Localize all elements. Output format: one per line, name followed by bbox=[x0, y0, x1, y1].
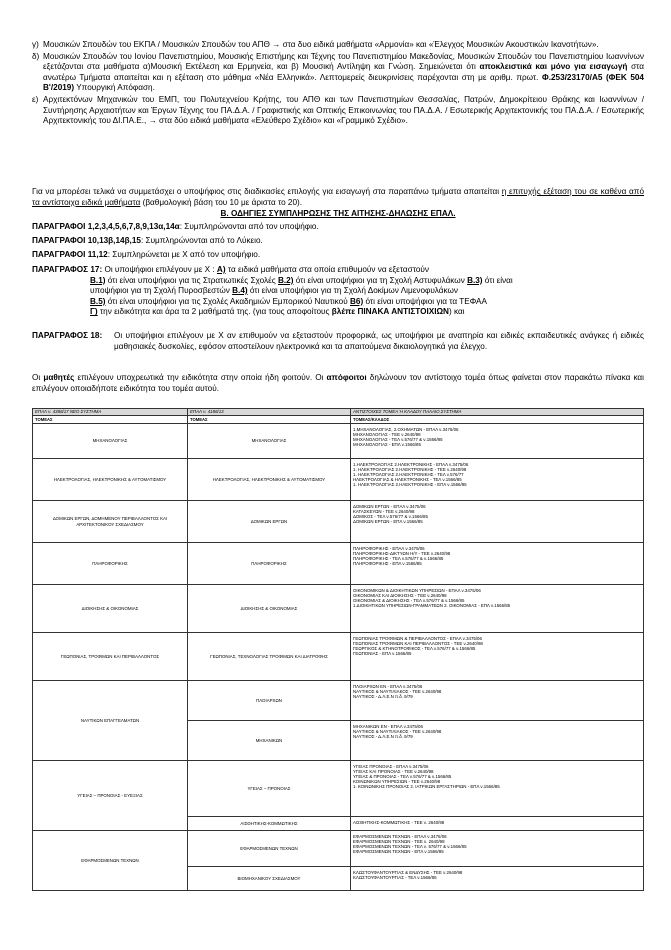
table-cell-equivalents bbox=[351, 633, 644, 681]
table-cell: ΓΕΩΠΟΝΙΑΣ, ΤΡΟΦΙΜΩΝ ΚΑΙ ΠΕΡΙΒΑΛΛΟΝΤΟΣ bbox=[33, 633, 188, 681]
paragraph-1: ΠΑΡΑΓΡΑΦΟΙ 1,2,3,4,5,6,7,8,9,13α,14α: Συμπληρώνονται από τον υποψήφιο. bbox=[32, 222, 319, 231]
list-item-text: Αρχιτεκτόνων Μηχανικών του ΕΜΠ, του Πολυτεχνείου Κρήτης, του ΑΠΘ και των Πανεπιστημίων Θεσσαλίας, Πατρών, Δημοκρίτειου Θράκης και Ιωαννίνων / Συντήρησης Αρχαιοτήτων και Έργων Τέχνης του ΠΑ.Δ.Α. / Γραφιστικής και Οπτικής Επικοινωνίας του ΠΑ.Δ.Α. / Εσωτερικής Αρχιτεκτονικής του ΠΑ.Δ.Α. / Εσωτερικής Αρχιτεκτονικής του ΔΙ.ΠΑ.Ε., → στα δύο ειδικά μαθήματα «Ελεύθερο Σχέδιο» και «Γραμμικό Σχέδιο». bbox=[43, 94, 644, 126]
equivalent-line: ΚΛΩΣΤΟΥΦΑΝΤΟΥΡΓΙΑΣ - ΤΕΛ ν.1566/85 bbox=[353, 875, 437, 881]
table-cell: ΜΗΧΑΝΙΚΩΝ bbox=[188, 721, 351, 761]
paragraph-3: ΠΑΡΑΓΡΑΦΟΙ 11,12: Συμπληρώνεται με Χ από τον υποψήφιο. bbox=[32, 250, 261, 259]
table-cell: ΠΛΗΡΟΦΟΡΙΚΗΣ bbox=[33, 543, 188, 585]
equivalent-line: ΠΛΗΡΟΦΟΡΙΚΗΣ - ΕΠΛ ν.1566/85 bbox=[353, 561, 422, 567]
equivalent-line: ΔΟΜΙΚΟΣ - ΤΕΛ ν.576/77 & ν.1566/85 bbox=[353, 514, 428, 520]
table-subheader-row bbox=[33, 416, 644, 424]
table-cell: ΜΗΧΑΝΟΛΟΓΙΑΣ bbox=[33, 424, 188, 459]
list-item-marker: γ) bbox=[32, 40, 39, 49]
equivalent-line: ΥΓΕΙΑΣ ΠΡΟΝΟΙΑΣ - ΕΠΑΛ ν.3475/06 bbox=[353, 764, 429, 769]
equivalent-line: ΠΛΗΡΟΦΟΡΙΚΗΣ-ΔΙΚΤΥΩΝ Η/Υ - ΤΕΕ ν.2640/98 bbox=[353, 551, 451, 557]
table-cell: ΥΓΕΙΑΣ – ΠΡΟΝΟΙΑΣ bbox=[188, 761, 351, 817]
table-cell-equivalents bbox=[351, 424, 644, 459]
table-cell: ΕΦΑΡΜΟΣΜΕΝΩΝ ΤΕΧΝΩΝ bbox=[188, 831, 351, 867]
department-list bbox=[32, 40, 644, 128]
table-cell-equivalents bbox=[351, 721, 644, 761]
equivalent-line: ΑΙΣΘΗΤΙΚΗΣ-ΚΟΜΜΩΤΙΚΗΣ - ΤΕΕ ν. 2640/98 bbox=[353, 820, 445, 825]
table-cell: ΠΛΗΡΟΦΟΡΙΚΗΣ bbox=[188, 543, 351, 585]
equivalent-line: 1.ΔΙΟΙΚΗΤΙΚΩΝ ΥΠΗΡΕΣΙΩΝ-ΓΡΑΜΜΑΤΕΩΝ 2. ΟΙΚΟΝΟΜΙΑΣ - ΕΠΛ ν.1566/85 bbox=[353, 603, 511, 609]
equivalent-line: ΔΟΜΙΚΩΝ ΕΡΓΩΝ - ΕΠΑΛ ν.3475/06 bbox=[353, 504, 426, 509]
equivalent-line: ΕΦΑΡΜΟΣΜΕΝΩΝ ΤΕΧΝΩΝ - ΤΕΛ ν. 576/77 & ν.1566/85 bbox=[353, 844, 467, 850]
list-item bbox=[32, 40, 644, 51]
equivalent-line: ΟΙΚΟΝΟΜΙΑΣ ΚΑΙ ΔΙΟΙΚΗΣΗΣ - ΤΕΕ ν.2640/98 bbox=[353, 593, 447, 599]
table-row bbox=[33, 831, 644, 867]
equivalent-line: ΥΓΕΙΑΣ ΚΑΙ ΠΡΟΝΟΙΑΣ - ΤΕΕ ν.2640/98 bbox=[353, 769, 434, 775]
equivalent-line: ΓΕΩΠΟΝΙΑΣ ΤΡΟΦΙΜΩΝ ΚΑΙ ΠΕΡΙΒΑΛΛΟΝΤΟΣ - ΤΕΕ ν.2640/98 bbox=[353, 641, 483, 647]
equivalent-line: 1. ΗΛΕΚΤΡΟΛΟΓΙΑΣ 2.ΗΛΕΚΤΡΟΝΙΚΗΣ - ΕΠΛ ν.1566/85 bbox=[353, 482, 467, 488]
equivalent-line: ΝΑΥΤΙΚΟΣ - Δ.Λ.Ε.Ν π.δ. 9/79 bbox=[353, 694, 413, 700]
equivalent-line: ΚΑΤΑΣΚΕΥΩΝ - ΤΕΕ ν.2640/98 bbox=[353, 509, 415, 515]
table-cell: ΕΦΑΡΜΟΣΜΕΝΩΝ ΤΕΧΝΩΝ bbox=[33, 831, 188, 891]
table-row bbox=[33, 424, 644, 459]
table-cell-equivalents bbox=[351, 817, 644, 831]
table-row bbox=[33, 501, 644, 543]
table-cell: ΗΛΕΚΤΡΟΛΟΓΙΑΣ, ΗΛΕΚΤΡΟΝΙΚΗΣ & ΑΥΤΟΜΑΤΙΣΜΟΥ bbox=[33, 459, 188, 501]
table-cell-equivalents bbox=[351, 761, 644, 817]
table-cell-equivalents bbox=[351, 831, 644, 867]
table-subheader: ΤΟΜΕΑΣ bbox=[188, 416, 351, 424]
equivalent-line: ΠΛΟΙΑΡΧΩΝ ΕΝ - ΕΠΑΛ ν.3475/06 bbox=[353, 684, 423, 689]
table-header-row bbox=[33, 409, 644, 416]
table-row bbox=[33, 681, 644, 721]
table-cell: ΠΛΟΙΑΡΧΩΝ bbox=[188, 681, 351, 721]
equivalent-line: ΓΕΩΠΟΝΙΑΣ ΤΡΟΦΙΜΩΝ & ΠΕΡΙΒΑΛΛΟΝΤΟΣ - ΕΠΑΛ ν.3475/06 bbox=[353, 636, 482, 641]
equivalent-line: ΠΛΗΡΟΦΟΡΙΚΗΣ - ΤΕΛ ν.576/77 & ν.1566/85 bbox=[353, 556, 444, 562]
equivalent-line: ΠΛΗΡΟΦΟΡΙΚΗΣ - ΕΠΑΛ ν.3475/06 bbox=[353, 546, 425, 551]
equivalent-line: ΚΟΙΝΩΝΙΚΩΝ ΥΠΗΡΕΣΙΩΝ - ΤΕΕ ν.2640/98 bbox=[353, 779, 441, 785]
table-header: ΑΝΤΙΣΤΟΙΧΕΣ ΤΟΜΕΑ Ή ΚΛΑΔΟΥ ΠΑΛΑΙΟ ΣΥΣΤΗΜΑ bbox=[351, 409, 644, 416]
table-cell: ΔΟΜΙΚΩΝ ΕΡΓΩΝ, ΔΟΜΗΜΕΝΟΥ ΠΕΡΙΒΑΛΛΟΝΤΟΣ ΚΑΙ ΑΡΧΙΤΕΚΤΟΝΙΚΟΥ ΣΧΕΔΙΑΣΜΟΥ bbox=[33, 501, 188, 543]
paragraph-2: ΠΑΡΑΓΡΑΦΟΙ 10,13β,14β,15: Συμπληρώνονται από το Λύκειο. bbox=[32, 236, 263, 245]
equivalent-line: ΥΓΕΙΑΣ & ΠΡΟΝΟΙΑΣ - ΤΕΛ ν.576/77 & ν.1566/85 bbox=[353, 774, 452, 780]
table-cell-equivalents bbox=[351, 585, 644, 633]
equivalent-line: ΔΟΜΙΚΩΝ ΕΡΓΩΝ - ΕΠΛ ν.1566/85 bbox=[353, 519, 423, 525]
equivalent-line: ΗΛΕΚΤΡΟΛΟΓΙΑΣ & ΗΛΕΚΤΡΟΝΙΚΗΣ - ΤΕΛ ν.1566/85 bbox=[353, 477, 462, 483]
table-cell: ΔΙΟΙΚΗΣΗΣ & ΟΙΚΟΝΟΜΙΑΣ bbox=[33, 585, 188, 633]
equivalent-line: ΕΦΑΡΜΟΣΜΕΝΩΝ ΤΕΧΝΩΝ - ΕΠΑΛ ν.3475/06 bbox=[353, 834, 447, 839]
table-header: ΕΠΑΛ ν. 4186/13 bbox=[188, 409, 351, 416]
section-title: Β. ΟΔΗΓΙΕΣ ΣΥΜΠΛΗΡΩΣΗΣ ΤΗΣ ΑΙΤΗΣΗΣ-ΔΗΛΩΣΗΣ ΕΠΑΛ. bbox=[220, 209, 456, 218]
correspondence-table bbox=[32, 408, 644, 891]
paragraph-18: ΠΑΡΑΓΡΑΦΟΣ 18: Οι υποψήφιοι επιλέγουν με Χ αν επιθυμούν να εξεταστούν προφορικά, ως υποψήφιοι με αναπηρία και ειδικές εκπαιδευτικές ανάγκες ή ειδικές μαθησιακές δυσκολίες, εφόσον αποστείλουν ηλεκτρονικά και τα απαιτούμενα δικαιολογητικά για έλεγχο. bbox=[32, 331, 644, 351]
table-cell: ΑΙΣΘΗΤΙΚΗΣ-ΚΟΜΜΩΤΙΚΗΣ bbox=[188, 817, 351, 831]
equivalent-line: 1.ΗΛΕΚΤΡΟΛΟΓΙΑΣ 2.ΗΛΕΚΤΡΟΝΙΚΗΣ - ΕΠΑΛ ν.3475/06 bbox=[353, 462, 469, 467]
table-row bbox=[33, 633, 644, 681]
table-cell-equivalents bbox=[351, 459, 644, 501]
table-cell: ΥΓΕΙΑΣ – ΠΡΟΝΟΙΑΣ - ΕΥΕΞΙΑΣ bbox=[33, 761, 188, 831]
table-header: ΕΠΑΛ ν. 4386/17 ΝΕΟ ΣΥΣΤΗΜΑ bbox=[33, 409, 188, 416]
equivalent-line: 1.ΜΗΧΑΝΟΛΟΓΙΑΣ, 2.ΟΧΗΜΑΤΩΝ - ΕΠΑΛ ν.3475/06 bbox=[353, 427, 459, 432]
table-cell: ΜΗΧΑΝΟΛΟΓΙΑΣ bbox=[188, 424, 351, 459]
table-row bbox=[33, 459, 644, 501]
list-item-marker: δ) bbox=[32, 51, 40, 61]
selection-note: Για να μπορέσει τελικά να συμμετάσχει ο υποψήφιος στις διαδικασίες επιλογής για εισαγωγή στα παραπάνω τμήματα απαιτείται η επιτυχής εξέταση του σε καθένα από τα αντίστοιχα ειδικά μαθήματα (βαθμολογική βάση του 10 με άριστα το 20). bbox=[32, 187, 644, 207]
equivalent-line: ΝΑΥΤΙΚΟΣ & ΝΑΥΤΙΛΙΑΚΟΣ - ΤΕΕ ν.2640/98 bbox=[353, 729, 442, 735]
table-subheader: ΤΟΜΕΑΣ bbox=[33, 416, 188, 424]
students-note: Οι μαθητές επιλέγουν υποχρεωτικά την ειδικότητα στην οποία ήδη φοιτούν. Οι απόφοιτοι δηλώνουν τον αντίστοιχο τομέα όπως φαίνεται στον παρακάτω πίνακα και επιλέγουν οποιαδήποτε ειδικότητα του τομέα αυτού. bbox=[32, 373, 644, 393]
equivalent-line: ΜΗΧΑΝΟΛΟΓΙΑΣ - ΤΕΛ ν.576/77 & ν.1566/85 bbox=[353, 437, 443, 443]
table-cell-equivalents bbox=[351, 501, 644, 543]
equivalent-line: ΜΗΧΑΝΙΚΩΝ ΕΝ - ΕΠΑΛ ν.3475/06 bbox=[353, 724, 423, 729]
table-cell: ΒΙΟΜΗΧΑΝΙΚΟΥ ΣΧΕΔΙΑΣΜΟΥ bbox=[188, 867, 351, 891]
table-cell-equivalents bbox=[351, 867, 644, 891]
list-item-text: Μουσικών Σπουδών του ΕΚΠΑ / Μουσικών Σπουδών του ΑΠΘ → στα δυο ειδικά μαθήματα «Αρμονία» και «Έλεγχος Μουσικών Ακουστικών Ικανοτήτων». bbox=[43, 40, 599, 49]
list-item bbox=[32, 95, 644, 127]
equivalent-line: ΟΙΚΟΝΟΜΙΑΣ & ΔΙΟΙΚΗΣΗΣ - ΤΕΛ ν.576/77 & ν.1566/85 bbox=[353, 598, 465, 604]
equivalent-line: 1. ΚΟΙΝΩΝΙΚΗΣ ΠΡΟΝΟΙΑΣ 2. ΙΑΤΡΙΚΩΝ ΕΡΓΑΣΤΗΡΙΩΝ - ΕΠΛ ν.1566/85 bbox=[353, 784, 500, 790]
table-cell: ΝΑΥΤΙΚΩΝ ΕΠΑΓΓΕΛΜΑΤΩΝ bbox=[33, 681, 188, 761]
list-item bbox=[32, 52, 644, 94]
table-subheader: ΤΟΜΕΑΣ/ΚΛΑΔΟΣ bbox=[351, 416, 644, 424]
equivalent-line: ΓΕΩΡΓΙΚΟΣ & ΚΤΗΝΟΤΡΟΦΙΚΟΣ - ΤΕΛ ν.576/77 & ν.1566/85 bbox=[353, 646, 476, 652]
table-row bbox=[33, 585, 644, 633]
equivalent-line: ΟΙΚΟΝΟΜΙΚΩΝ & ΔΙΟΙΚΗΤΙΚΩΝ ΥΠΗΡΕΣΙΩΝ - ΕΠΑΛ ν.3475/06 bbox=[353, 588, 481, 593]
list-item-marker: ε) bbox=[32, 94, 39, 104]
paragraph-17: ΠΑΡΑΓΡΑΦΟΣ 17: Οι υποψήφιοι επιλέγουν με Χ : Α) τα ειδικά μαθήματα στα οποία επιθυμούν να εξεταστούν Β.1) ότι είναι υποψήφιοι για τις Στρατιωτικές Σχολές Β.2) ότι είναι υποψήφιοι για τη Σχολή Αστυφυλάκων Β.3) ότι είναι υποψήφιοι για τη Σχολή Πυροσβεστών Β.4) ότι είναι υποψήφιοι για τη Σχολή Δοκίμων Λιμενοφυλάκων Β.5) ότι είναι υποψήφιοι για τις Σχολές Ακαδημιών Εμπορικού Ναυτικού Β6) ότι είναι υποψήφιοι για τα ΤΕΦΑΑ Γ) την ειδικότητα και άρα τα 2 μαθήματά της. (για τους αποφοίτους βλέπε ΠΙΝΑΚΑ ΑΝΤΙΣΤΟΙΧΙΩΝ) και bbox=[32, 265, 513, 317]
equivalent-line: ΝΑΥΤΙΚΟΣ & ΝΑΥΤΙΛΙΑΚΟΣ - ΤΕΕ ν.2640/98 bbox=[353, 689, 442, 695]
equivalent-line: 1. ΗΛΕΚΤΡΟΛΟΓΙΑΣ 2.ΗΛΕΚΤΡΟΝΙΚΗΣ - ΤΕΕ ν.2640/98 bbox=[353, 467, 467, 473]
table-cell: ΔΟΜΙΚΩΝ ΕΡΓΩΝ bbox=[188, 501, 351, 543]
table-cell: ΔΙΟΙΚΗΣΗΣ & ΟΙΚΟΝΟΜΙΑΣ bbox=[188, 585, 351, 633]
equivalent-line: ΕΦΑΡΜΟΣΜΕΝΩΝ ΤΕΧΝΩΝ - ΕΠΛ ν.1566/85 bbox=[353, 849, 444, 855]
table-cell: ΓΕΩΠΟΝΙΑΣ, ΤΕΧΝΟΛΟΓΙΑΣ ΤΡΟΦΙΜΩΝ ΚΑΙ ΔΙΑΤΡΟΦΗΣ bbox=[188, 633, 351, 681]
equivalent-line: ΜΗΧΑΝΟΛΟΓΙΑΣ - ΕΠΛ ν.1566/85 bbox=[353, 442, 421, 448]
equivalent-line: ΜΗΧΑΝΟΛΟΓΙΑΣ - ΤΕΕ ν.2640/98 bbox=[353, 432, 421, 438]
table-cell: ΗΛΕΚΤΡΟΛΟΓΙΑΣ, ΗΛΕΚΤΡΟΝΙΚΗΣ & ΑΥΤΟΜΑΤΙΣΜΟΥ bbox=[188, 459, 351, 501]
table-row bbox=[33, 543, 644, 585]
table-row bbox=[33, 761, 644, 817]
table-cell-equivalents bbox=[351, 543, 644, 585]
list-item-text: Μουσικών Σπουδών του Ιονίου Πανεπιστημίου, Μουσικής Επιστήμης και Τέχνης του Πανεπιστημίου Μακεδονίας, Μουσικών Σπουδών του Πανεπιστημίου Ιωαννίνων εξετάζονται στα μαθήματα α)Μουσική Εκτέλεση και Ερμηνεία, και β) Μουσική Αντίληψη και Γνώση. Σημειώνεται ότι αποκλειστικά και μόνο για εισαγωγή στα ανωτέρω Τμήματα απαιτείται και η εξέταση στο μάθημα «Νέα Ελληνικά». Λεπτομερείς διευκρινίσεις παρέχονται στη με αριθμ. πρωτ. Φ.253/23170/Α5 (ΦΕΚ 504 Β'/2019) Υπουργική Απόφαση. bbox=[43, 51, 644, 93]
equivalent-line: ΕΦΑΡΜΟΣΜΕΝΩΝ ΤΕΧΝΩΝ - ΤΕΕ ν. 2640/98 bbox=[353, 839, 445, 845]
table-cell-equivalents bbox=[351, 681, 644, 721]
equivalent-line: ΓΕΩΠΟΝΙΑΣ - ΕΠΛ ν.1566/85 bbox=[353, 651, 412, 657]
equivalent-line: 1. ΗΛΕΚΤΡΟΛΟΓΙΑΣ 2.ΗΛΕΚΤΡΟΝΙΚΗΣ - ΤΕΛ ν.576/77 bbox=[353, 472, 464, 478]
equivalent-line: ΝΑΥΤΙΚΟΣ - Δ.Λ.Ε.Ν π.δ. 9/79 bbox=[353, 734, 413, 740]
equivalent-line: ΚΛΩΣΤΟΥΦΑΝΤΟΥΡΓΙΑΣ & ΕΝΔΥΣΗΣ - ΤΕΕ ν.2640/98 bbox=[353, 870, 463, 875]
